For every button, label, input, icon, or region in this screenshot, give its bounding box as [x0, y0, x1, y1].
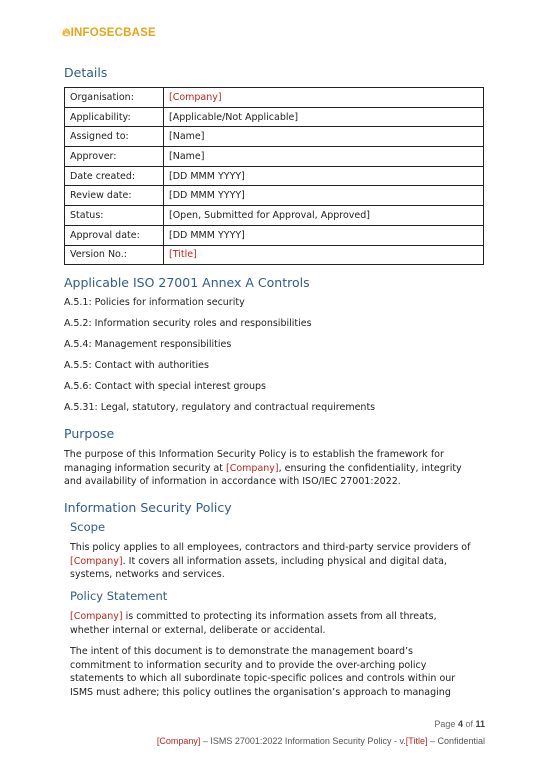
control-item: A.5.4: Management responsibilities — [64, 339, 232, 350]
details-row — [65, 245, 484, 265]
details-label: Approver: — [65, 147, 164, 167]
details-value: [DD MMM YYYY] — [164, 225, 484, 245]
purpose-paragraph: The purpose of this Information Security Policy is to establish the framework for managing information security at [Company], ensuring the confidentiality, integrity and availability of information in accordance with ISO/IEC 27001:2022. — [64, 449, 462, 487]
control-item: A.5.5: Contact with authorities — [64, 360, 209, 371]
details-row — [65, 147, 484, 167]
policy-statement-heading: Policy Statement — [70, 589, 168, 603]
details-label: Organisation: — [65, 88, 164, 108]
details-row — [65, 88, 484, 108]
details-value: [DD MMM YYYY] — [164, 166, 484, 186]
details-value: [Company] — [164, 88, 484, 108]
details-value: [Applicable/Not Applicable] — [164, 107, 484, 127]
details-value: [DD MMM YYYY] — [164, 186, 484, 206]
control-item: A.5.1: Policies for information security — [64, 297, 245, 308]
control-item: A.5.2: Information security roles and responsibilities — [64, 318, 312, 329]
infosecbase-logo: 🔥︎INFOSECBASE — [62, 27, 156, 39]
control-item: A.5.31: Legal, statutory, regulatory and contractual requirements — [64, 402, 376, 413]
flame-icon: 🔥︎ — [62, 27, 71, 39]
controls-heading: Applicable ISO 27001 Annex A Controls — [64, 275, 310, 290]
policy-statement-paragraph: [Company] is committed to protecting its information assets from all threats, whether internal or external, deliberate or accidental. — [70, 611, 437, 636]
details-row — [65, 225, 484, 245]
details-row — [65, 127, 484, 147]
details-label: Assigned to: — [65, 127, 164, 147]
details-label: Applicability: — [65, 107, 164, 127]
details-value: [Title] — [164, 245, 484, 265]
details-value: [Name] — [164, 127, 484, 147]
footer-document-line: [Company] – ISMS 27001:2022 Information Security Policy - v.[Title] – Confidential — [156, 736, 485, 746]
details-value: [Open, Submitted for Approval, Approved] — [164, 206, 484, 226]
policy-heading: Information Security Policy — [64, 500, 232, 515]
details-table — [64, 87, 484, 265]
details-label: Approval date: — [65, 225, 164, 245]
details-label: Version No.: — [65, 245, 164, 265]
details-row — [65, 206, 484, 226]
scope-heading: Scope — [70, 520, 106, 534]
details-row — [65, 107, 484, 127]
details-label: Date created: — [65, 166, 164, 186]
details-value: [Name] — [164, 147, 484, 167]
page-number: Page 4 of 11 — [434, 719, 485, 729]
purpose-heading: Purpose — [64, 426, 115, 441]
control-item: A.5.6: Contact with special interest groups — [64, 381, 267, 392]
details-row — [65, 186, 484, 206]
details-label: Status: — [65, 206, 164, 226]
scope-paragraph: This policy applies to all employees, contractors and third-party service providers of [Company]. It covers all information assets, including physical and digital data, systems, networks and services. — [70, 542, 471, 580]
details-row — [65, 166, 484, 186]
details-heading: Details — [64, 65, 108, 80]
policy-intent-paragraph: The intent of this document is to demonstrate the management board’s commitment to information security and to provide the over-arching policy statements to which all subordinate topic-specific polices and controls within our ISMS must adhere; this policy outlines the organisation’s approach to managing — [70, 646, 456, 698]
details-label: Review date: — [65, 186, 164, 206]
